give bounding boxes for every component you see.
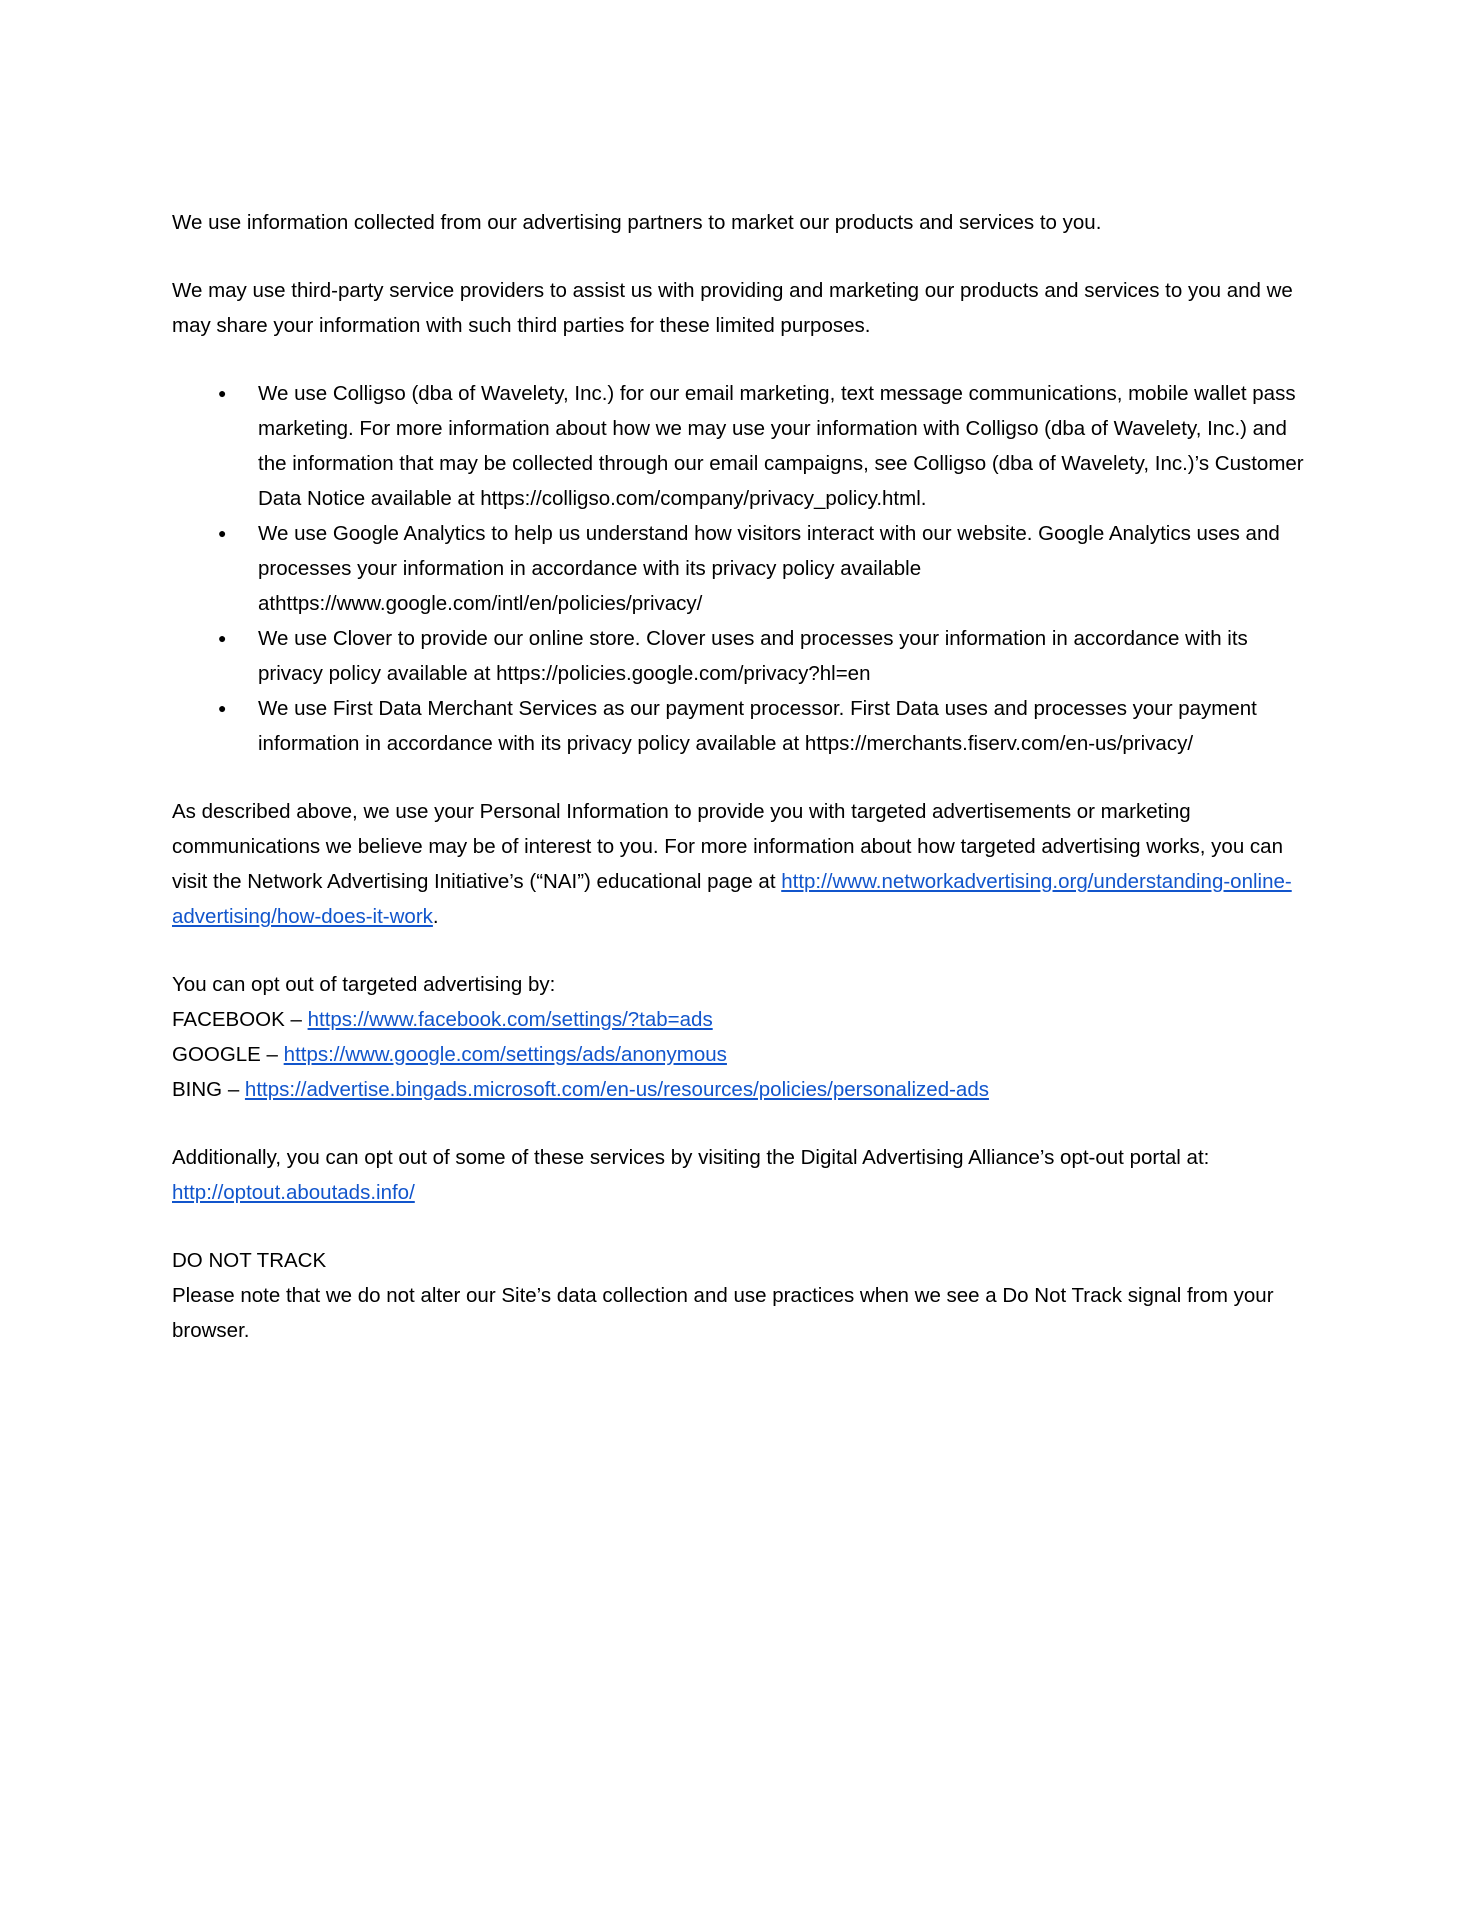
daa-text-before: Additionally, you can opt out of some of these services by visiting the Digital Advertising Alliance’s opt-out portal at: <box>172 1146 1210 1169</box>
list-item: ● We use Clover to provide our online store. Clover uses and processes your information in accordance with its privacy policy available at https://policies.google.com/privacy?hl=en <box>258 621 1314 691</box>
optout-row-bing <box>172 1072 1314 1107</box>
optout-row-facebook <box>172 1002 1314 1037</box>
targeted-ads-text-before: As described above, we use your Personal Information to provide you with targeted advertisements or marketing communications we believe may be of interest to you. For more information about how targeted advertising works, you can visit the Network Advertising Initiative’s (“NAI”) educational page at <box>172 800 1283 893</box>
paragraph-digital-advertising-alliance <box>172 1140 1314 1210</box>
optout-label-google: GOOGLE – <box>172 1043 278 1066</box>
list-item: ● We use First Data Merchant Services as our payment processor. First Data uses and processes your payment information in accordance with its privacy policy available at https://merchants.fiserv.com/en-us/privacy/ <box>258 691 1314 761</box>
paragraph-targeted-advertising <box>172 794 1314 934</box>
targeted-ads-text-after: . <box>432 905 439 928</box>
link-google-ad-settings[interactable]: https://www.google.com/settings/ads/anonymous <box>283 1043 727 1066</box>
optout-row-google <box>172 1037 1314 1072</box>
optout-intro: You can opt out of targeted advertising by: <box>172 973 556 996</box>
service-provider-list <box>172 376 1314 761</box>
optout-label-bing: BING – <box>172 1078 240 1101</box>
spacer <box>172 1107 1314 1140</box>
optout-label-facebook: FACEBOOK – <box>172 1008 302 1031</box>
list-item: ● We use Colligso (dba of Wavelety, Inc.) for our email marketing, text message communications, mobile wallet pass marketing. For more information about how we may use your information with Colligso (dba of Wavelety, Inc.) and the information that may be collected through our email campaigns, see Colligso (dba of Wavelety, Inc.)’s Customer Data Notice available at https://colligso.com/company/privacy_policy.html. <box>258 376 1314 516</box>
link-facebook-ad-settings[interactable]: https://www.facebook.com/settings/?tab=ads <box>307 1008 713 1031</box>
link-network-advertising-initiative[interactable]: http://www.networkadvertising.org/understanding-online-advertising/how-does-it-work <box>172 870 1292 928</box>
spacer <box>172 1210 1314 1243</box>
paragraph-do-not-track-body: Please note that we do not alter our Site’s data collection and use practices when we see a Do Not Track signal from your browser. <box>172 1284 1274 1342</box>
link-aboutads-optout[interactable]: http://optout.aboutads.info/ <box>172 1181 415 1204</box>
heading-do-not-track: DO NOT TRACK <box>172 1249 327 1272</box>
link-bing-ad-settings[interactable]: https://advertise.bingads.microsoft.com/en-us/resources/policies/personalized-ads <box>244 1078 989 1101</box>
list-item: ● We use Google Analytics to help us understand how visitors interact with our website. Google Analytics uses and processes your information in accordance with its privacy policy available athttps://www.google.com/intl/en/policies/privacy/ <box>258 516 1314 621</box>
document-body <box>172 205 1314 1348</box>
paragraph-advertising-partners: We use information collected from our advertising partners to market our products and services to you. <box>172 211 1102 234</box>
paragraph-third-party-providers: We may use third-party service providers to assist us with providing and marketing our products and services to you and we may share your information with such third parties for these limited purposes. <box>172 279 1293 337</box>
